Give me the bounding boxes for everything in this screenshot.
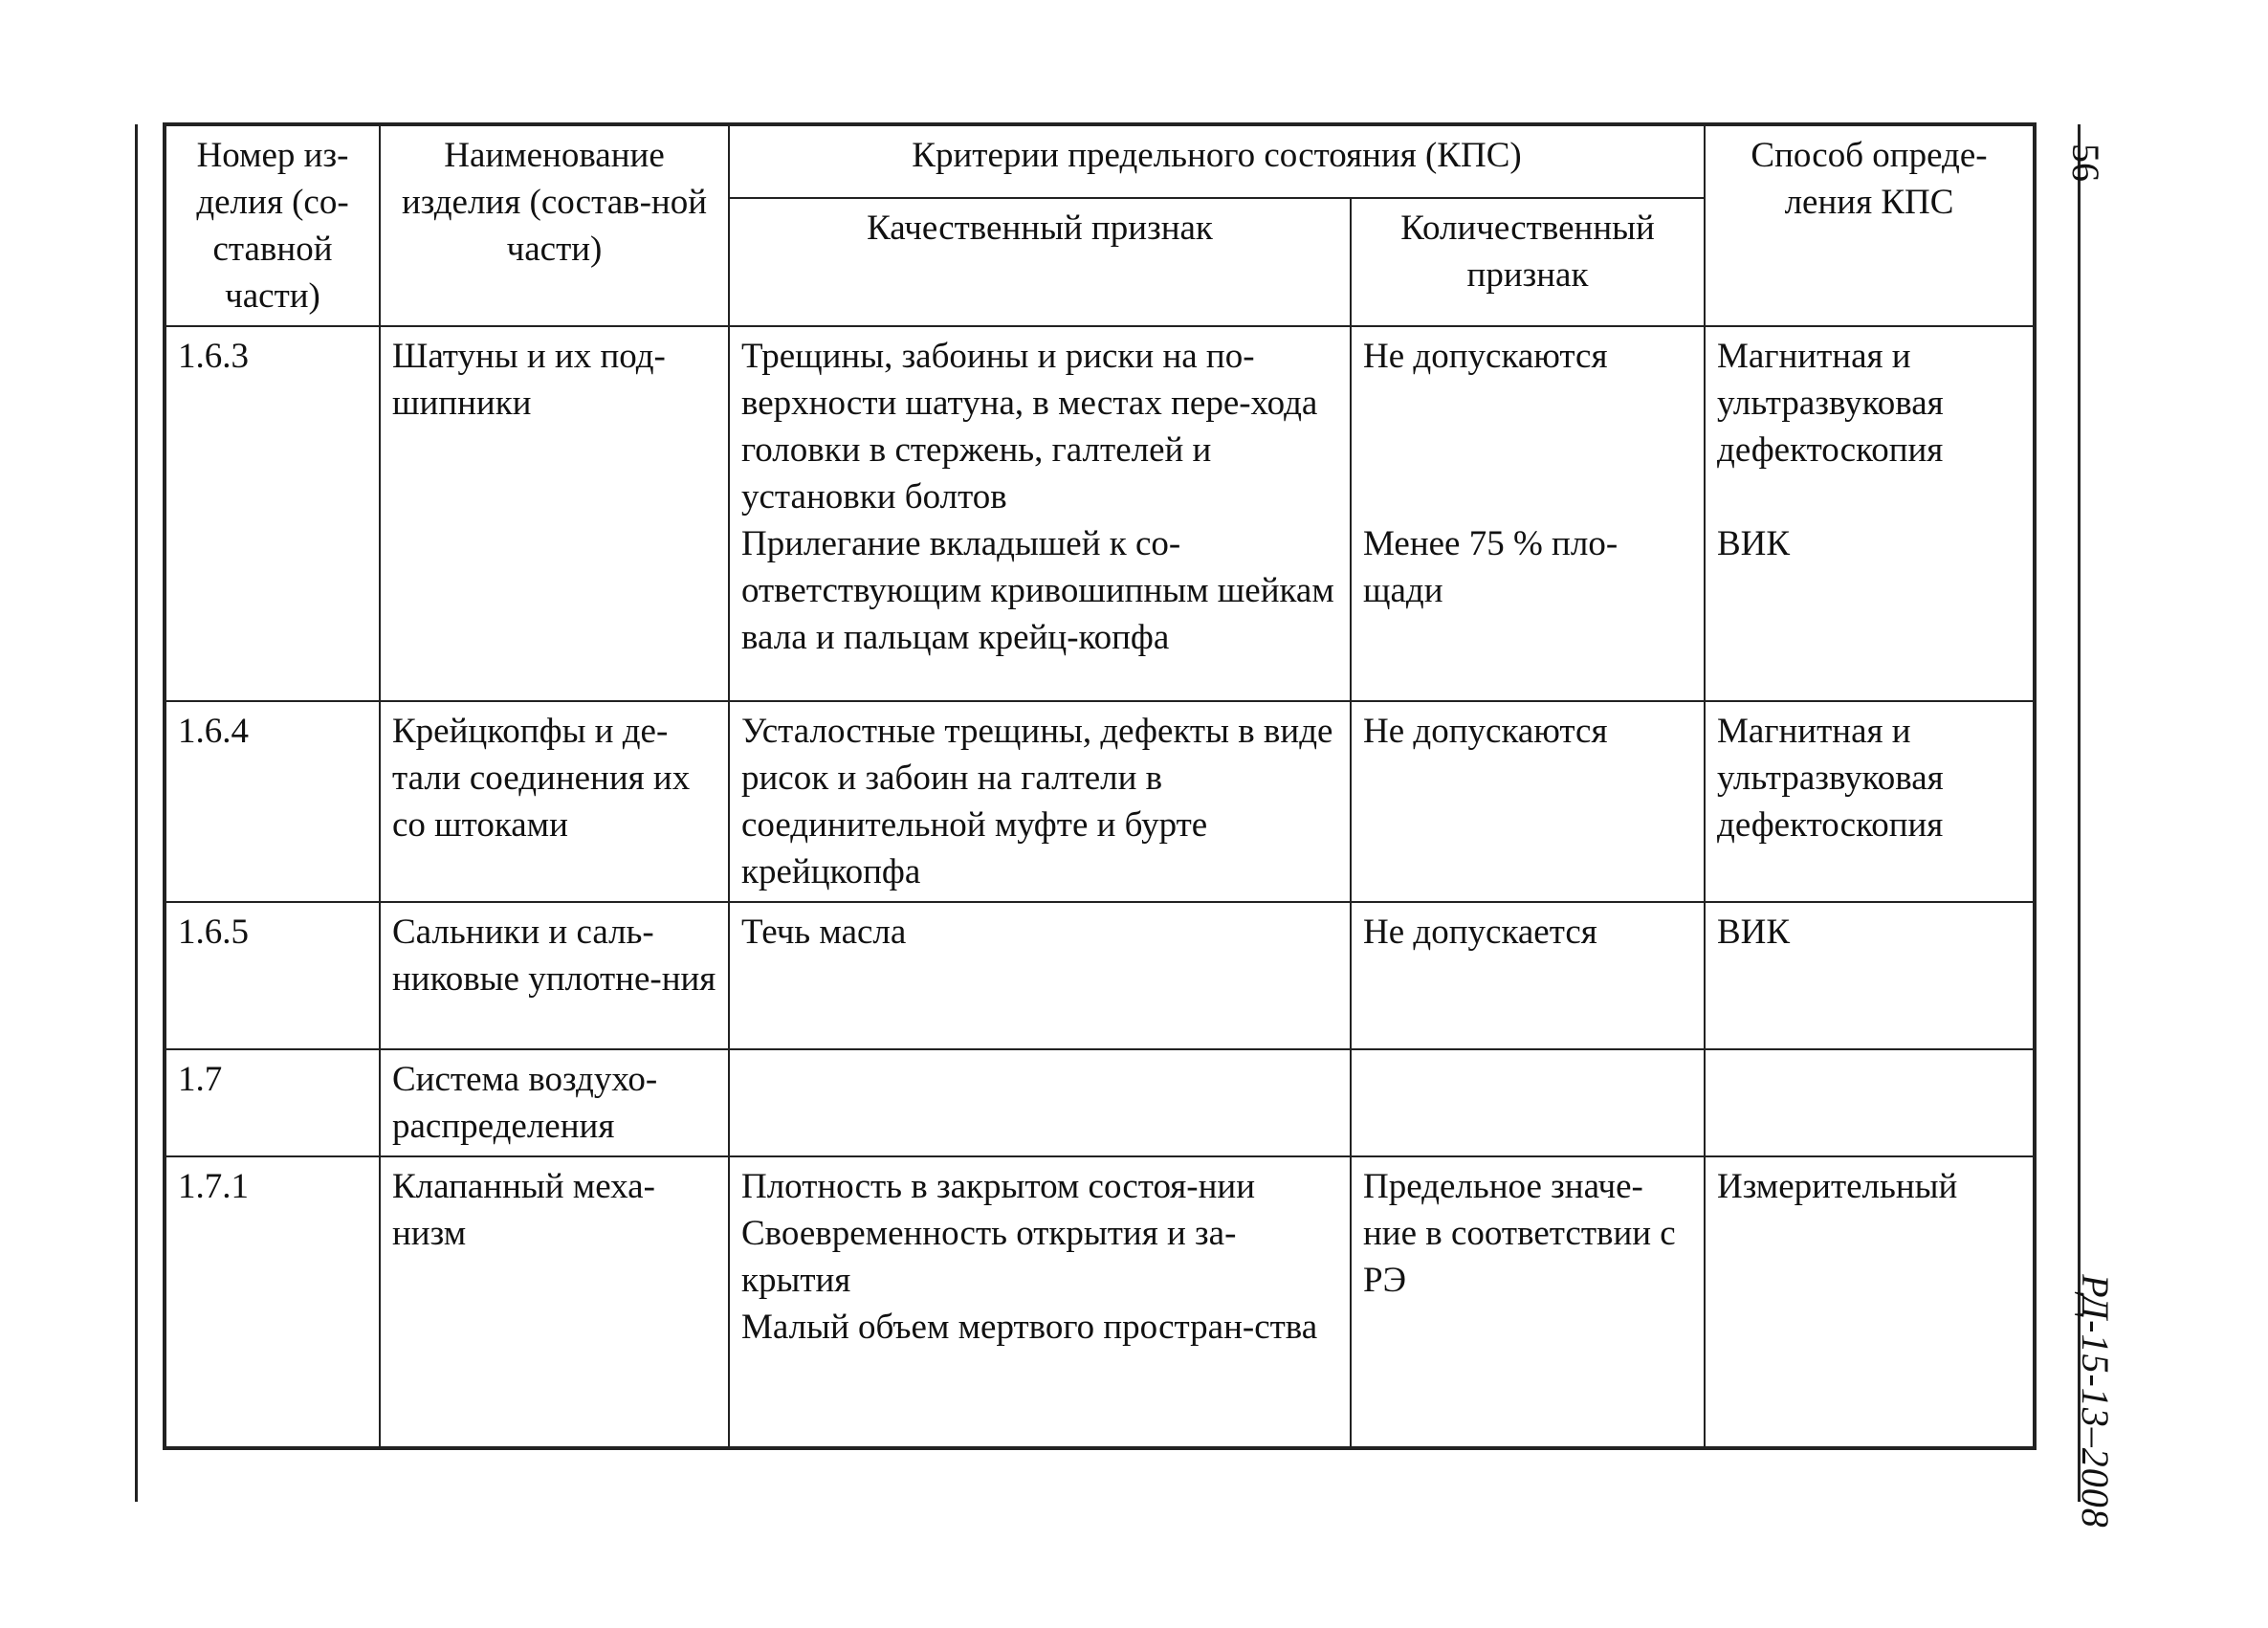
method-text: Измерительный [1717, 1167, 1958, 1206]
quantitative-text: Менее 75 % пло-щади [1363, 524, 1618, 610]
method-text: Магнитная и ультразвуковая дефектоскопия [1717, 337, 1944, 470]
cell-name: Крейцкопфы и де-тали соединения их со штоками [380, 701, 729, 902]
cell-name: Шатуны и их под-шипники [380, 326, 729, 701]
cell-name: Клапанный меха-низм [380, 1156, 729, 1448]
table-row [165, 1156, 2035, 1448]
cell-qualitative [729, 1156, 1351, 1448]
method-text: ВИК [1717, 913, 1791, 952]
header-item-name: Наименование изделия (состав-ной части) [380, 124, 729, 326]
cell-quantitative [1351, 1049, 1705, 1156]
cell-method [1705, 902, 2035, 1049]
cell-qualitative [729, 902, 1351, 1049]
table-row [165, 701, 2035, 902]
header-item-number: Номер из-делия (со-ставной части) [165, 124, 380, 326]
table-row [165, 902, 2035, 1049]
page-number: 56 [2064, 143, 2107, 182]
cell-name: Сальники и саль-никовые уплотне-ния [380, 902, 729, 1049]
spacer [1363, 380, 1692, 520]
qualitative-text: Плотность в закрытом состоя-нии [741, 1167, 1256, 1206]
header-method: Способ опреде-ления КПС [1705, 124, 2035, 326]
cell-quantitative [1351, 902, 1705, 1049]
cell-number: 1.7 [165, 1049, 380, 1156]
cell-name: Система воздухо-распределения [380, 1049, 729, 1156]
cell-number: 1.7.1 [165, 1156, 380, 1448]
cell-quantitative [1351, 701, 1705, 902]
cell-qualitative [729, 326, 1351, 701]
cell-number: 1.6.5 [165, 902, 380, 1049]
cell-method [1705, 1156, 2035, 1448]
qualitative-text: Трещины, забоины и риски на по-верхности шатуна, в местах пере-хода головки в стержень, галтелей и установки болтов [741, 337, 1318, 517]
table-row [165, 1049, 2035, 1156]
qualitative-text: Течь масла [741, 913, 907, 952]
method-text: ВИК [1717, 524, 1791, 563]
left-margin-rule [135, 124, 138, 1502]
document-code: РД-15-13–2008 [2074, 1274, 2117, 1529]
header-criteria-group: Критерии предельного состояния (КПС) [729, 124, 1705, 198]
quantitative-text: Предельное значе-ние в соответствии с РЭ [1363, 1167, 1676, 1300]
method-text: Магнитная и ультразвуковая дефектоскопия [1717, 712, 1944, 845]
header-quantitative: Количественный признак [1351, 198, 1705, 326]
cell-quantitative [1351, 326, 1705, 701]
qualitative-text: Своевременность открытия и за-крытия [741, 1214, 1237, 1300]
cell-method [1705, 701, 2035, 902]
cell-number: 1.6.4 [165, 701, 380, 902]
cell-method [1705, 326, 2035, 701]
qualitative-text: Усталостные трещины, дефекты в виде рисок и забоин на галтели в соединительной муфте и бурте крейцкопфа [741, 712, 1333, 891]
cell-qualitative [729, 1049, 1351, 1156]
quantitative-text: Не допускаются [1363, 712, 1608, 751]
qualitative-text: Малый объем мертвого простран-ства [741, 1308, 1318, 1347]
header-row-1 [165, 124, 2035, 198]
quantitative-text: Не допускается [1363, 913, 1597, 952]
cell-quantitative [1351, 1156, 1705, 1448]
cell-number: 1.6.3 [165, 326, 380, 701]
table-row [165, 326, 2035, 701]
cell-method [1705, 1049, 2035, 1156]
qualitative-text: Прилегание вкладышей к со-ответствующим кривошипным шейкам вала и пальцам крейц-копфа [741, 524, 1334, 657]
cell-qualitative [729, 701, 1351, 902]
header-qualitative: Качественный признак [729, 198, 1351, 326]
quantitative-text: Не допускаются [1363, 337, 1608, 376]
kps-table [163, 122, 2037, 1450]
